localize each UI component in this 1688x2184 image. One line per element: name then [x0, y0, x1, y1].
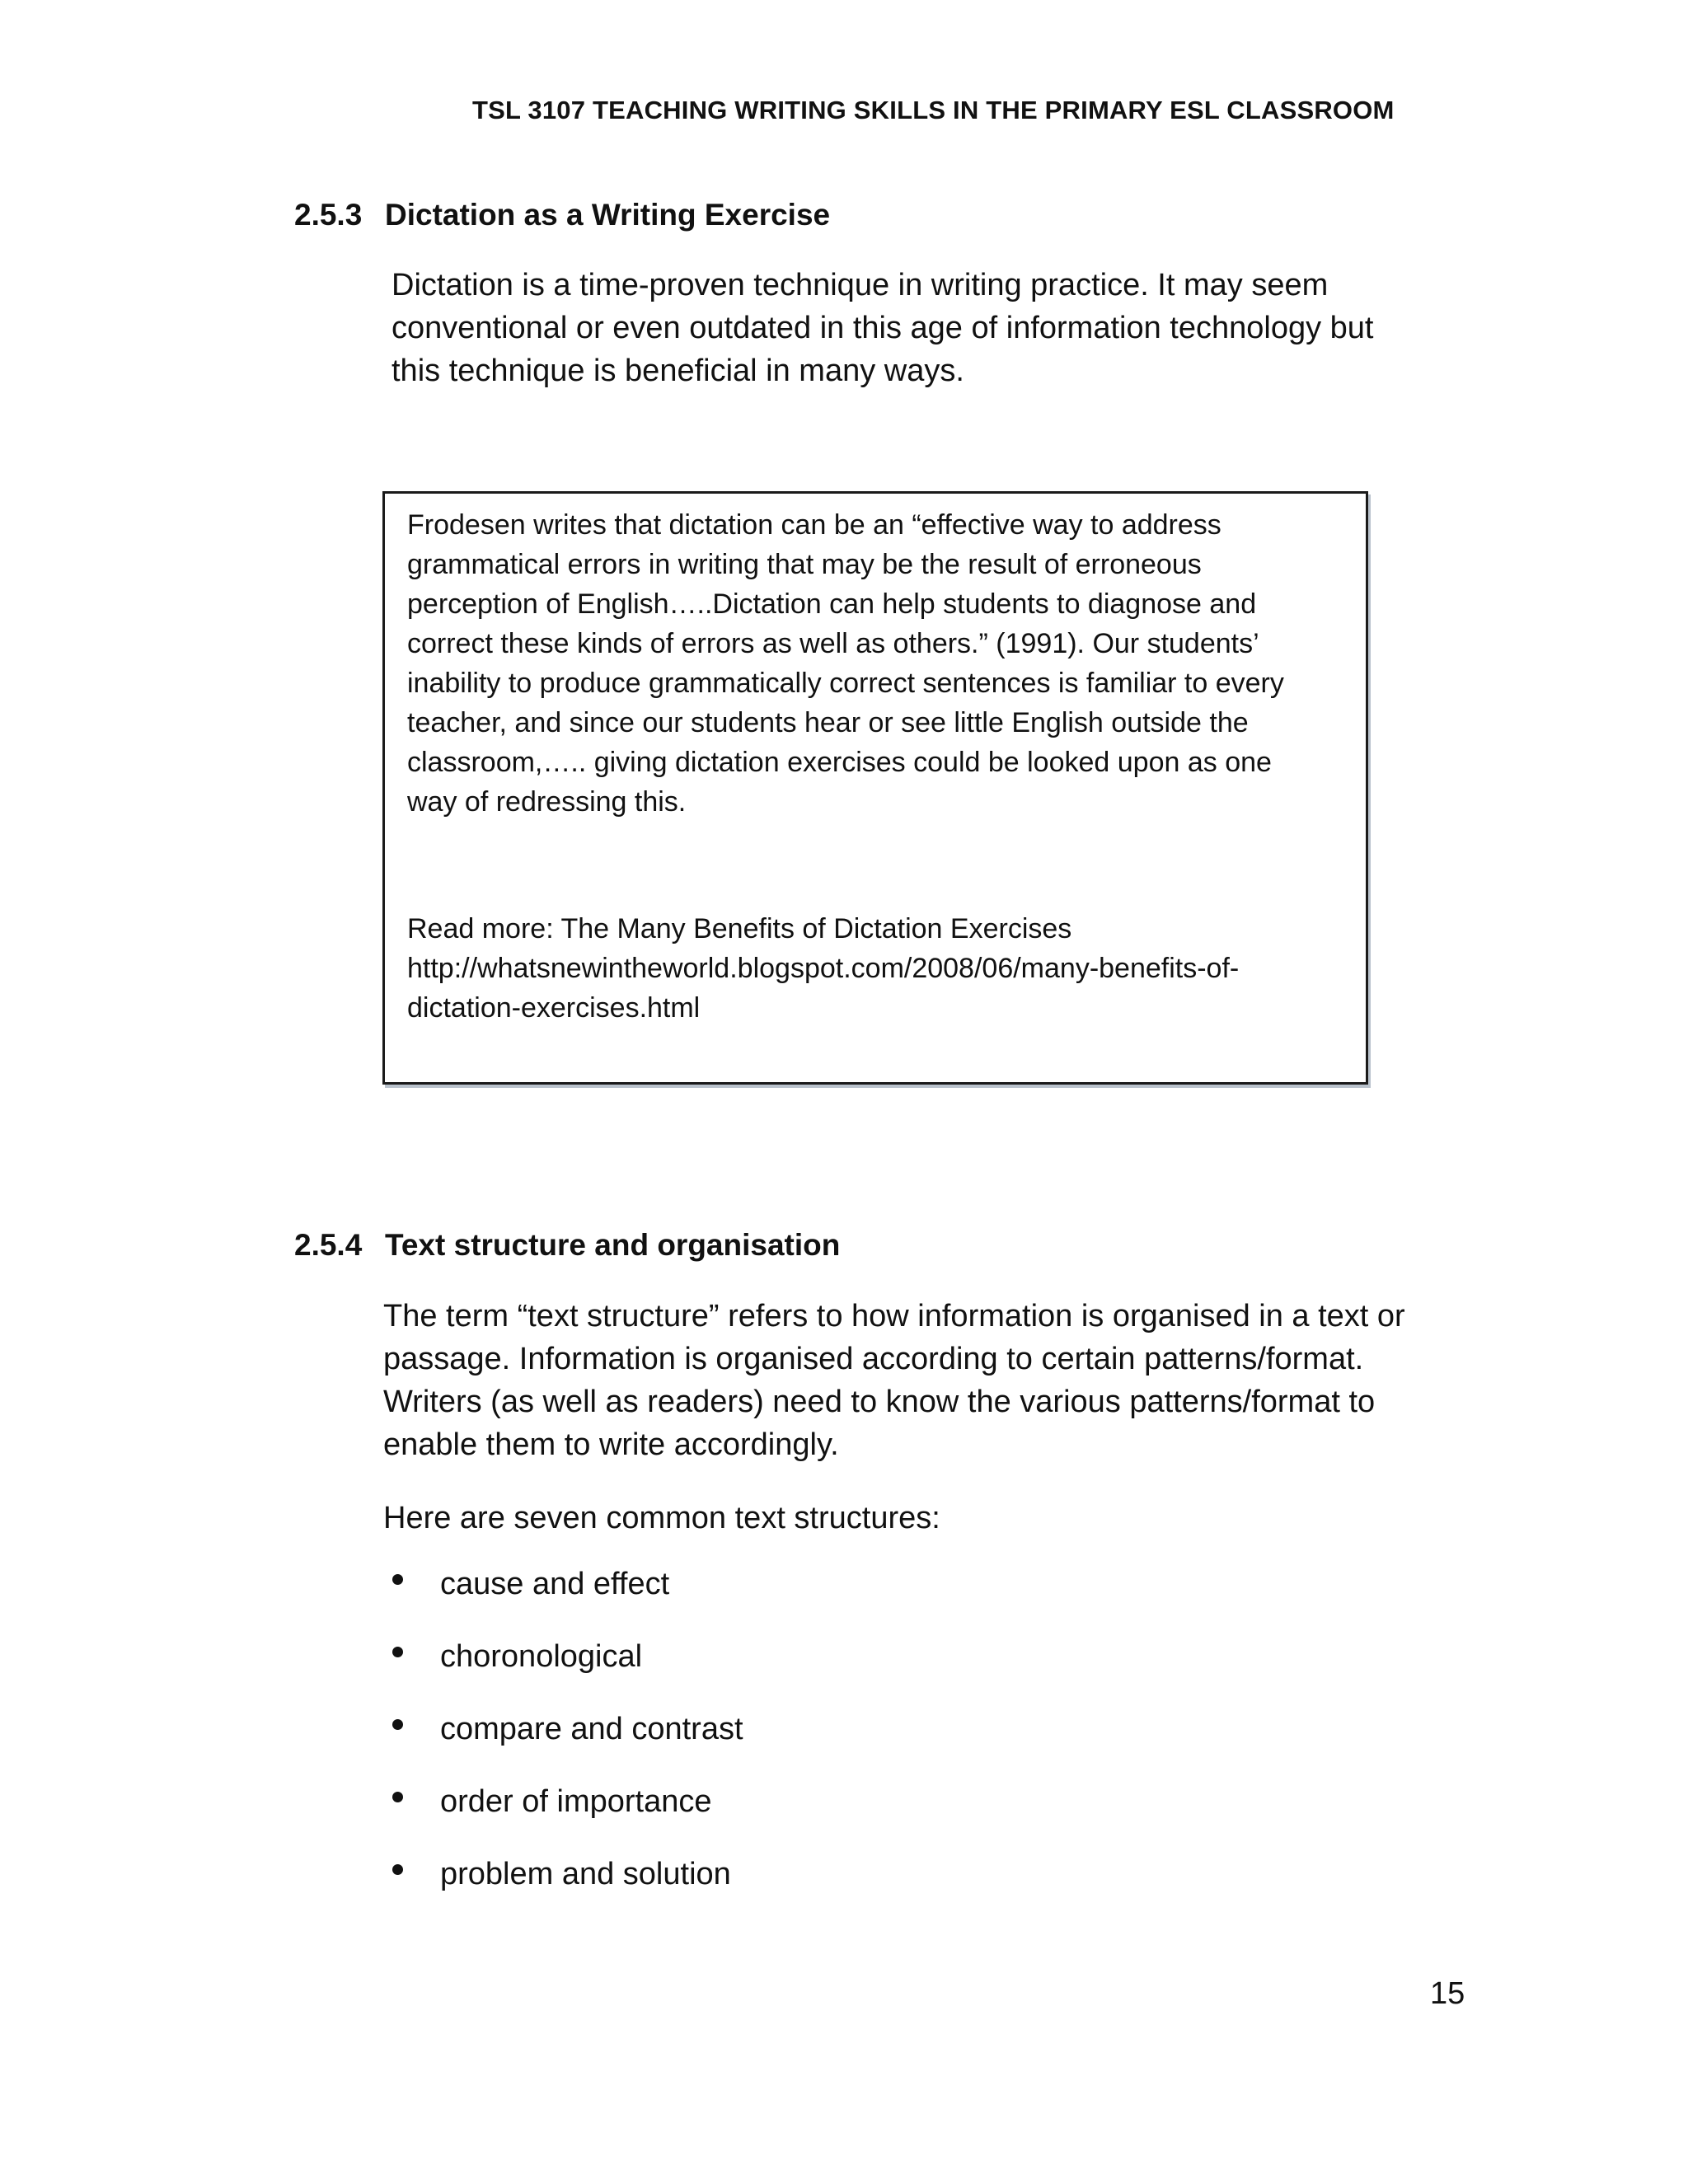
quote-line: teacher, and since our students hear or see little English outside the	[407, 707, 1249, 738]
bullet-icon	[392, 1792, 403, 1802]
paragraph-line: Dictation is a time-proven technique in writing practice. It may seem	[392, 268, 1329, 302]
paragraph-line: passage. Information is organised according to certain patterns/format.	[383, 1342, 1364, 1376]
paragraph-line: conventional or even outdated in this age of information technology but	[392, 311, 1374, 345]
list-item-label: order of importance	[440, 1784, 712, 1819]
section-title: Dictation as a Writing Exercise	[385, 198, 831, 232]
quote-line: inability to produce grammatically correct sentences is familiar to every	[407, 668, 1284, 699]
paragraph-line: enable them to write accordingly.	[383, 1427, 839, 1462]
text-structure-paragraph	[383, 1295, 1405, 1466]
quote-line: perception of English…..Dictation can help students to diagnose and	[407, 588, 1257, 620]
quote-line: Frodesen writes that dictation can be an “effective way to address	[407, 509, 1221, 541]
bullet-icon	[392, 1647, 403, 1657]
read-more-url: dictation-exercises.html	[407, 992, 701, 1024]
read-more-url: http://whatsnewintheworld.blogspot.com/2008/06/many-benefits-of-	[407, 953, 1240, 984]
bullet-icon	[392, 1719, 403, 1730]
section-heading-2-5-3	[294, 198, 830, 232]
list-item-label: compare and contrast	[440, 1712, 743, 1746]
quote-line: classroom,….. giving dictation exercises could be looked upon as one	[407, 747, 1272, 778]
structures-intro	[383, 1497, 940, 1540]
bullet-icon	[392, 1864, 403, 1875]
read-more-line: Read more: The Many Benefits of Dictation Exercises	[407, 913, 1072, 944]
read-more-reference	[407, 909, 1239, 1028]
paragraph-line: The term “text structure” refers to how information is organised in a text or	[383, 1299, 1405, 1333]
quote-box	[382, 491, 1368, 1085]
section-number: 2.5.3	[294, 198, 363, 232]
quote-line: way of redressing this.	[407, 786, 687, 818]
list-item-label: cause and effect	[440, 1567, 670, 1601]
paragraph-line: Writers (as well as readers) need to know the various patterns/format to	[383, 1385, 1376, 1419]
running-header: TSL 3107 TEACHING WRITING SKILLS IN THE PRIMARY ESL CLASSROOM	[472, 96, 1395, 124]
page-number: 15	[1430, 1976, 1465, 2011]
intro-line: Here are seven common text structures:	[383, 1501, 940, 1535]
quote-line: grammatical errors in writing that may be the result of erroneous	[407, 549, 1202, 580]
section-number: 2.5.4	[294, 1228, 363, 1262]
list-item-label: problem and solution	[440, 1857, 731, 1891]
list-item-label: choronological	[440, 1639, 643, 1674]
paragraph-line: this technique is beneficial in many ways.	[392, 354, 964, 388]
section-heading-2-5-4	[294, 1228, 840, 1263]
section-title: Text structure and organisation	[385, 1228, 841, 1262]
frodesen-quote	[407, 505, 1284, 822]
quote-line: correct these kinds of errors as well as others.” (1991). Our students’	[407, 628, 1259, 659]
bullet-icon	[392, 1574, 403, 1585]
dictation-intro-paragraph	[392, 264, 1373, 392]
